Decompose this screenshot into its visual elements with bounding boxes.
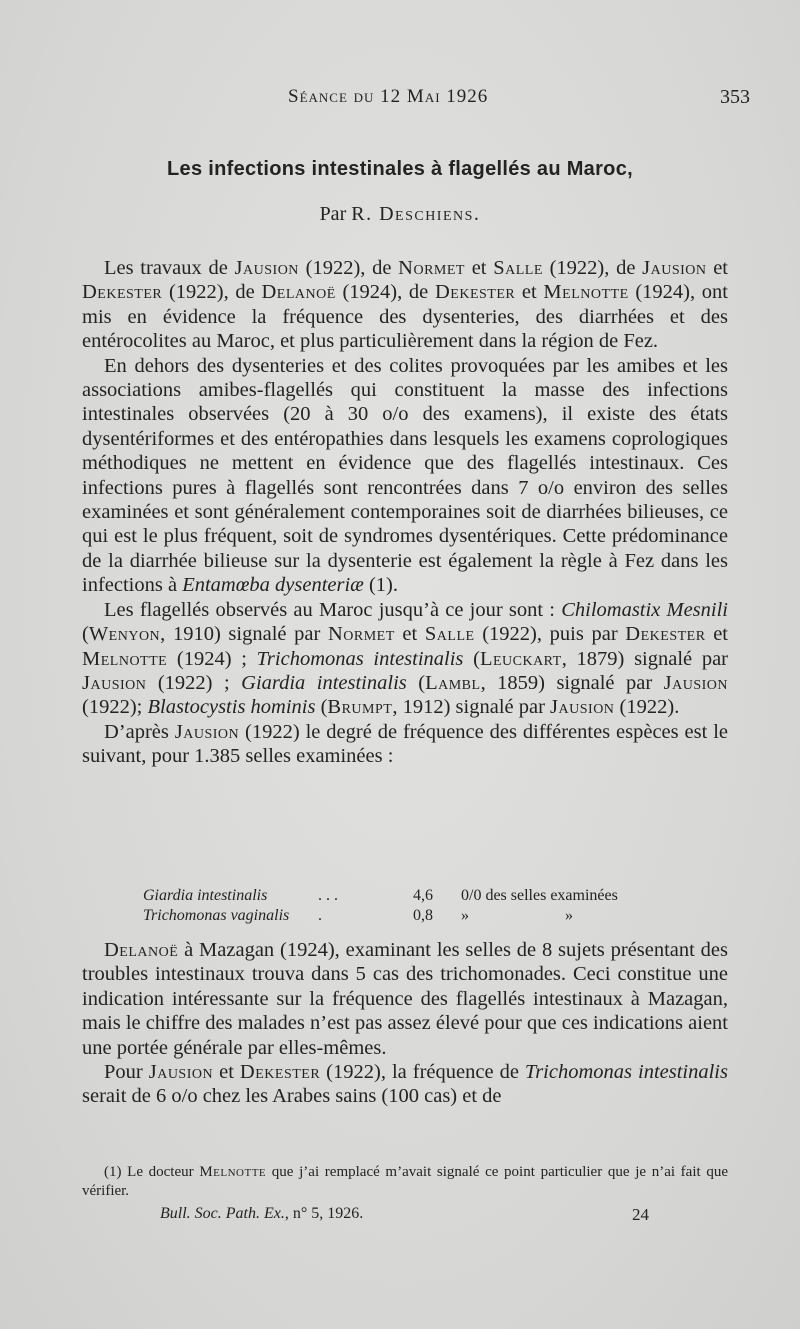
- taxon-name: Chilomastix Mesnili: [561, 598, 728, 621]
- author-citation: Normet: [398, 257, 465, 279]
- author-citation: Salle: [493, 257, 543, 279]
- taxon-name: Blastocystis hominis: [147, 696, 316, 719]
- taxon-name: Giardia intestinalis: [241, 671, 407, 694]
- author-citation: Delanoë: [261, 281, 336, 304]
- paragraph-4: D’après Jausion (1922) le degré de fréquence des différentes espèces est le suivant, pour 1.385 selles examinées :: [82, 720, 728, 768]
- author-citation: Brumpt: [327, 696, 393, 719]
- table-row: [143, 906, 703, 926]
- paragraph-3: Les flagellés observés au Maroc jusqu’à ce jour sont : Chilomastix Mesnili (Wenyon, 1910) signalé par Normet et Salle (1922), puis par Dekester et Melnotte (1924) ; Trichomonas intestinalis (Leuckart, 1879) signalé par Jausion (1922) ; Giardia intestinalis (Lambl, 1859) signalé par Jausion (1922); Blastocystis hominis (Brumpt, 1912) signalé par Jausion (1922).: [82, 598, 729, 719]
- signature-mark: 24: [632, 1205, 649, 1224]
- ditto-mark: »: [565, 907, 573, 924]
- running-head: [0, 86, 800, 116]
- byline-prefix: Par: [319, 203, 347, 225]
- author-citation: Melnotte: [199, 1164, 267, 1180]
- author-citation: Jausion: [82, 671, 147, 694]
- author-name: R. Deschiens.: [351, 203, 481, 225]
- page-number: 353: [720, 86, 750, 108]
- body-text-lower: [82, 938, 728, 1109]
- author-citation: Normet: [327, 623, 395, 646]
- author-citation: Melnotte: [543, 281, 629, 304]
- author-citation: Dekester: [239, 1061, 321, 1084]
- author-citation: Jausion: [148, 1061, 214, 1084]
- author-citation: Jausion: [550, 696, 615, 719]
- paragraph-1: Les travaux de Jausion (1922), de Normet et Salle (1922), de Jausion et Dekester (1922), de Delanoë (1924), de Dekester et Melnotte (1924), ont mis en évidence la fréquence des dysenteries, des diarrhées et des entérocolites au Maroc, et plus particulièrement dans la région de Fez.: [82, 257, 729, 353]
- author-citation: Dekester: [82, 281, 163, 304]
- taxon-name: Entamœba dysenteriæ: [182, 574, 364, 597]
- species-name: Giardia intestinalis: [143, 887, 268, 904]
- author-citation: Delanoë: [104, 939, 179, 961]
- table-row: [143, 886, 703, 906]
- paragraph-2: En dehors des dysenteries et des colites provoquées par les amibes et les associations amibes-flagellés qui constituent la masse des infections intestinales observées (20 à 30 o/o des examens), il existe des états dysentériformes et des entéropathies dans lesquels les examens coprologiques méthodiques ne mettent en évidence que des flagellés intestinaux. Ces infections pures à flagellés sont rencontrées dans 7 o/o environ des selles examinées et sont généralement contemporaines soit de diarrhées bilieuses, ce qui est le plus fréquent, soit de syndromes dysentériques. Cette prédominance de la diarrhée bilieuse sur la dysenterie est également la règle à Fez dans les infections à Entamœba dysenteriæ (1).: [82, 354, 728, 597]
- taxon-name: Trichomonas intestinalis: [256, 647, 464, 670]
- species-name: Trichomonas vaginalis: [143, 907, 290, 924]
- body-text-upper: [82, 256, 728, 769]
- author-citation: Dekester: [434, 281, 516, 304]
- author-citation: Wenyon: [88, 623, 161, 646]
- author-citation: Melnotte: [82, 647, 168, 670]
- frequency-unit: »: [461, 907, 469, 924]
- author-citation: Leuckart: [479, 647, 562, 670]
- author-citation: Salle: [424, 623, 475, 646]
- article-title: Les infections intestinales à flagellés au Maroc,: [167, 158, 633, 180]
- taxon-name: Trichomonas intestinalis: [524, 1061, 728, 1084]
- paragraph-6: Pour Jausion et Dekester (1922), la fréquence de Trichomonas intestinalis serait de 6 o/o chez les Arabes sains (100 cas) et de: [82, 1061, 728, 1108]
- author-citation: Jausion: [234, 257, 299, 279]
- paragraph-5: Delanoë à Mazagan (1924), examinant les selles de 8 sujets présentant des troubles intestinaux trouva dans 5 cas des trichomonades. Ceci constitue une indication intéressante sur la fréquence des flagellés intestinaux à Mazagan, mais le chiffre des malades n’est pas assez élevé pour que ces indications aient une portée générale par elles-mêmes.: [82, 939, 728, 1059]
- author-citation: Dekester: [625, 623, 706, 646]
- frequency-value: 4,6: [413, 887, 433, 904]
- page-footer: [160, 1205, 660, 1223]
- frequency-table: [143, 886, 703, 926]
- author-citation: Lambl: [425, 671, 481, 694]
- byline: [0, 203, 800, 226]
- running-title: Séance du 12 Mai 1926: [288, 86, 489, 107]
- leader-dots: . . .: [318, 887, 338, 904]
- author-citation: Jausion: [642, 257, 707, 279]
- frequency-value: 0,8: [413, 907, 433, 924]
- journal-reference: Bull. Soc. Path. Ex.: [160, 1205, 285, 1222]
- leader-dots: .: [318, 907, 322, 924]
- author-citation: Jausion: [663, 671, 729, 694]
- frequency-unit: 0/0 des selles examinées: [461, 887, 618, 904]
- journal-issue: , n° 5, 1926.: [284, 1205, 364, 1222]
- author-citation: Jausion: [174, 720, 240, 743]
- footnote: (1) Le docteur Melnotte que j’ai remplacé m’avait signalé ce point particulier que je n’ai fait que vérifier.: [82, 1164, 729, 1199]
